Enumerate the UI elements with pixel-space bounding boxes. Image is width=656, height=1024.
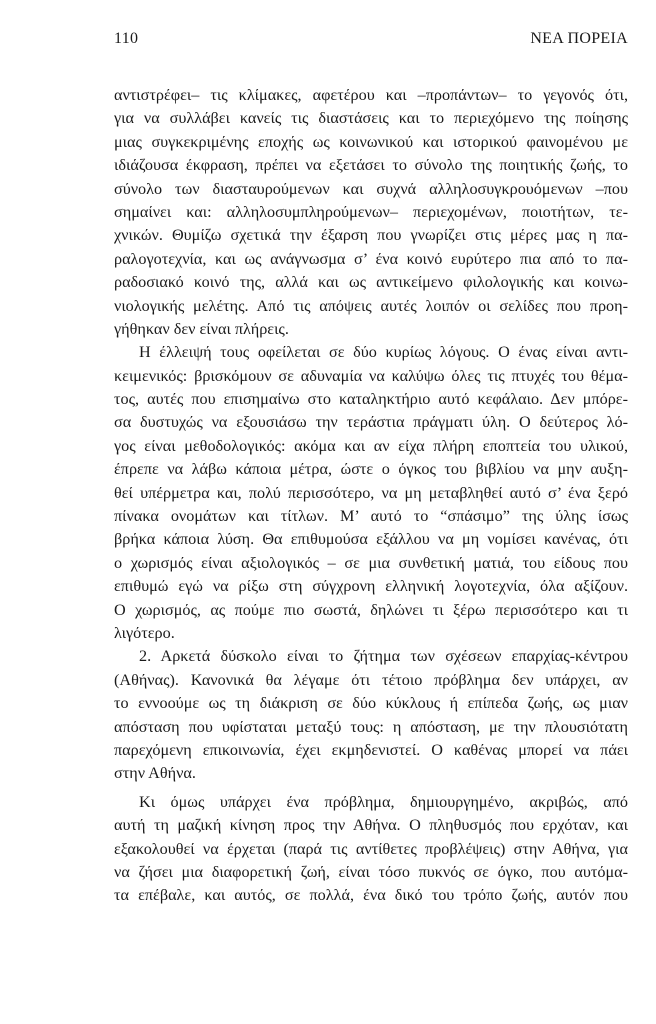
text-line: γήθηκαν δεν είναι πλήρεις.: [114, 319, 289, 338]
text-line: ιδιάζουσα έκφραση, πρέπει να εξετάσει το σύνολο της ποιητικής ζωής, το: [114, 156, 628, 175]
text-line: να ζήσει μια διαφορετική ζωή, είναι τόσο πυκνός σε όγκο, που αυτόμα-: [114, 862, 628, 881]
text-line: για να συλλάβει κανείς τις διαστάσεις και το περιεχόμενο της ποίησης: [114, 109, 628, 128]
body-text: [114, 84, 628, 908]
text-line: νιολογικής μελέτης. Από τις απόψεις αυτές λοιπόν οι σελίδες που προη-: [114, 296, 628, 315]
text-line: ραλογοτεχνία, και ως ανάγνωσμα σ’ ένα κοινό ευρύτερο πια από το πα-: [114, 249, 628, 268]
text-line: έπρεπε να λάβω κάποια μέτρα, ώστε ο όγκος του βιβλίου να μην αυξη-: [114, 460, 628, 479]
text-line: σα δυστυχώς να εξουσιάσω την τεράστια πράγματι ύλη. Ο δεύτερος λό-: [114, 413, 628, 432]
text-line: μιας συγκεκριμένης εποχής ως κοινωνικού και ιστορικού φαινομένου με: [114, 132, 628, 151]
text-line: σύνολο των διασταυρούμενων και συχνά αλληλοσυγκρουόμενων –που: [114, 179, 628, 198]
text-line: σημαίνει και: αλληλοσυμπληρούμενων– περιεχομένων, ποιοτήτων, τε-: [114, 202, 628, 221]
text-line: (Αθήνας). Κανονικά θα λέγαμε ότι τέτοιο πρόβλημα δεν υπάρχει, αν: [114, 670, 628, 689]
text-line: τος, αυτές που επισημαίνω στο καταληκτήριο αυτό κεφάλαιο. Δεν μπόρε-: [114, 390, 628, 409]
paragraph-start-line: Η έλλειψή τους οφείλεται σε δύο κυρίως λόγους. Ο ένας είναι αντι-: [139, 343, 628, 362]
paragraph-start-line: 2. Αρκετά δύσκολο είναι το ζήτημα των σχέσεων επαρχίας-κέντρου: [139, 647, 628, 666]
text-line: στην Αθήνα.: [114, 764, 196, 783]
text-line: θεί υπέρμετρα και, πολύ περισσότερο, να μη μεταβληθεί αυτό σ’ ένα ξερό: [114, 483, 628, 502]
text-line: Ο χωρισμός, ας πούμε πιο σωστά, δηλώνει τι ξέρω περισσότερο και τι: [114, 600, 628, 619]
text-line: αυτή τη μαζική κίνηση προς την Αθήνα. Ο πληθυσμός που ερχόταν, και: [114, 816, 628, 835]
text-line: ραδοσιακό κοινό της, αλλά και ως αντικείμενο φιλολογικής και κοινω-: [114, 273, 628, 292]
text-line: κειμενικός: βρισκόμουν σε αδυναμία να καλύψω όλες τις πτυχές του θέμα-: [114, 366, 628, 385]
page-number: 110: [114, 30, 139, 47]
text-line: γος είναι μεθοδολογικός: ακόμα και αν είχα πλήρη εποπτεία του υλικού,: [114, 436, 628, 455]
text-line: αντιστρέφει– τις κλίμακες, αφετέρου και –προπάντων– το γεγονός ότι,: [114, 86, 628, 104]
text-line: πίνακα ονομάτων και τίτλων. Μ’ αυτό το “σπάσιμο” της ύλης ίσως: [114, 507, 628, 526]
text-line: λιγότερο.: [114, 623, 175, 642]
text-line: παρεχόμενη επικοινωνία, έχει εκμηδενιστεί. Ο καθένας μπορεί να πάει: [114, 740, 628, 759]
text-line: απόσταση που υφίσταται μεταξύ τους: η απόσταση, με την πλουσιότατη: [114, 717, 628, 736]
text-line: βρήκα κάποια λύση. Θα επιθυμούσα εξάλλου να μη νομίσει κανένας, ότι: [114, 530, 628, 549]
text-line: ο χωρισμός είναι αξιολογικός – σε μια συνθετική ματιά, του είδους που: [114, 553, 628, 572]
text-line: εξακολουθεί να έρχεται (παρά τις αντίθετες προβλέψεις) στην Αθήνα, για: [114, 839, 628, 858]
text-line: το εννοούμε ως τη διάκριση σε δύο κύκλους ή επίπεδα ζωής, ως μιαν: [114, 694, 628, 713]
running-title: ΝΕΑ ΠΟΡΕΙΑ: [530, 30, 628, 47]
paragraph-start-line: Κι όμως υπάρχει ένα πρόβλημα, δημιουργημένο, ακριβώς, από: [139, 792, 628, 811]
running-header: [114, 30, 628, 54]
text-line: τα επέβαλε, και αυτός, σε πολλά, ένα δικό του τρόπο ζωής, αυτόν που: [114, 886, 628, 905]
text-line: επιθυμώ εγώ να ρίξω στη σύγχρονη ελληνική λογοτεχνία, όλα αξίζουν.: [114, 577, 628, 596]
text-line: χνικών. Θυμίζω σχετικά την έξαρση που γνωρίζει στις μέρες μας η πα-: [114, 226, 628, 245]
